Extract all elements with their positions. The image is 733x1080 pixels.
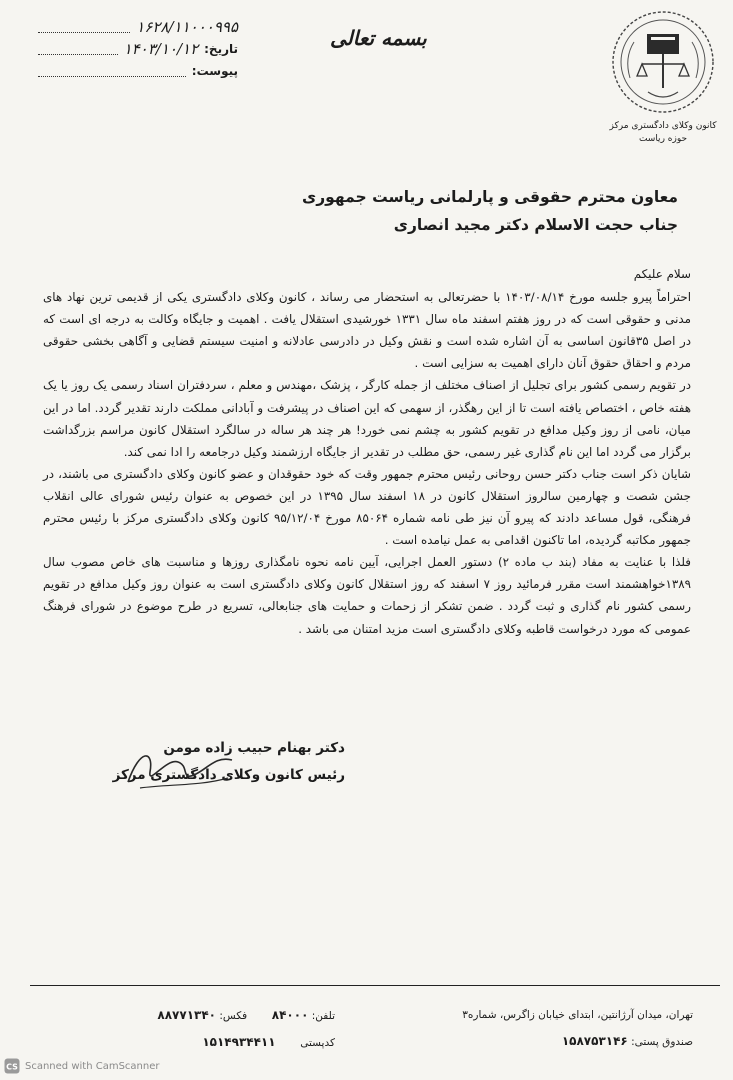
phone-fax-row: [100, 1002, 335, 1029]
scanner-watermark: [4, 1058, 160, 1074]
dotted-line: [38, 44, 118, 55]
footer-address: [353, 1002, 693, 1055]
letter-body: [43, 263, 691, 640]
greeting: سلام علیکم: [633, 267, 691, 281]
date-value: ۱۴۰۳/۱۰/۱۲: [123, 40, 199, 58]
letter-meta: [38, 16, 238, 82]
handwritten-signature-icon: [120, 738, 240, 798]
postal-box-row: [353, 1028, 693, 1055]
footer-contacts: [100, 1002, 335, 1056]
fax-value: ۸۸۷۷۱۳۴۰: [157, 1008, 216, 1022]
logo-caption-line1: کانون وکلای دادگستری مرکز: [609, 121, 717, 131]
footer-divider: [30, 985, 720, 986]
postal-box-label: صندوق پستی:: [631, 1036, 693, 1048]
attachment-row: [38, 60, 238, 82]
paragraph: در تقویم رسمی کشور برای تجلیل از اصناف مختلف از جمله کارگر ، پزشک ،مهندس و معلم ، سردفتران اسناد رسمی یک روز یا یک هفته خاص ، اختصاص یافته است تا از این رهگذر، از سهمی که این اصناف در پیشرفت و آبادانی مملکت دارند تقدیر گردد. اما در این میان، نامی از روز وکیل مدافع در تقویم کشور به چشم نمی خورد! هر چند هر ساله در سالگرد استقلال کانون مراسم بزرگداشت برگزار می گردد اما این نام گذاری غیر رسمی، حق مطلب در تقدیر از جایگاه ارزشمند وکیل درجامعه را ادا نمی کند.: [43, 378, 691, 459]
camscanner-logo-text: CS: [6, 1062, 18, 1072]
date-label: تاریخ:: [204, 42, 238, 56]
paragraph: احتراماً پیرو جلسه مورخ ۱۴۰۳/۰۸/۱۴ با حضرتعالی به استحضار می رساند ، کانون وکلای دادگستری یکی از قدیمی ترین نهاد های مدنی و حقوقی است که در روز هفتم اسفند ماه سال ۱۳۳۱ خورشیدی استقلال یافت . اهمیت و جایگاه وکالت به درجه ای است که در اصل ۳۵قانون اساسی به آن اشاره شده است و نقش وکیل در دادرسی عادلانه و امنیت سیستم قضایی و آگاهی بخشی حقوقی مردم و احقاق حقوق آنان دارای اهمیت به سزایی است .: [43, 290, 691, 371]
attachment-label: پیوست:: [191, 64, 238, 78]
watermark-text: Scanned with CamScanner: [25, 1060, 160, 1072]
invocation-heading: بسمه تعالی: [330, 26, 427, 50]
letter-number-value: ۱۶۲۸/۱۱۰۰۰۹۹۵: [136, 18, 238, 36]
bar-association-logo: [604, 8, 722, 146]
camscanner-logo-icon: [4, 1058, 20, 1074]
postal-code-label: کدپستی: [300, 1037, 335, 1049]
dotted-line: [38, 22, 130, 33]
emblem-icon: [604, 8, 722, 116]
phone-value: ۸۴۰۰۰: [271, 1008, 309, 1022]
addressee-line1: معاون محترم حقوقی و پارلمانی ریاست جمهوری: [302, 188, 678, 206]
paragraph: شایان ذکر است جناب دکتر حسن روحانی رئیس محترم جمهور وقت که خود حقوقدان و عضو کانون وکلای دادگستری می باشند، در جشن شصت و چهارمین سالروز استقلال کانون در ۱۸ اسفند سال ۱۳۹۵ در این خصوص به عنوان رئیس شورای عالی انقلاب فرهنگی، قول مساعد دادند که پیرو آن نیز طی نامه شماره ۸۵۰۶۴ مورخ ۹۵/۱۲/۰۴ کانون وکلای دادگستری مرکز با رئیس محترم جمهور مکاتبه گردیده، اما تاکنون اقدامی به عمل نیامده است .: [43, 466, 691, 548]
letter-number-row: [38, 16, 238, 38]
postal-code-value: ۱۵۱۴۹۳۴۴۱۱: [202, 1035, 276, 1049]
dotted-line: [38, 66, 186, 77]
address-text: تهران، میدان آرژانتین، ابتدای خیابان زاگرس، شماره۳: [462, 1009, 693, 1021]
logo-caption: [604, 120, 722, 146]
signatory-title: رئیس کانون وکلای دادگستری مرکز: [112, 767, 345, 783]
logo-caption-line2: حوزه ریاست: [638, 134, 688, 144]
addressee-line2: جناب حجت الاسلام دکتر مجید انصاری: [393, 216, 678, 234]
fax-label: فکس:: [219, 1010, 248, 1022]
signatory-name: دکتر بهنام حبیب زاده مومن: [163, 740, 345, 756]
postal-code-row: [100, 1029, 335, 1056]
addressee-block: [58, 183, 678, 239]
date-row: [38, 38, 238, 60]
paragraph: فلذا با عنایت به مفاد (بند ب ماده ۲) دستور العمل اجرایی، آیین نامه نحوه نامگذاری روزها و مناسبت های خاص مصوب سال ۱۳۸۹خواهشمند است مقرر فرمائید روز ۷ اسفند که روز استقلال کانون وکلای دادگستری است به عنوان روز وکیل مدافع در تقویم رسمی کشور نام گذاری و ثبت گردد . ضمن تشکر از زحمات و حمایت های جنابعالی، تسریع در طرح موضوع در شورای فرهنگ عمومی که مورد درخواست قاطبه وکلای دادگستری است مزید امتنان می باشد .: [43, 555, 691, 636]
postal-box-value: ۱۵۸۷۵۳۱۴۶: [561, 1034, 628, 1048]
phone-label: تلفن:: [311, 1010, 335, 1022]
